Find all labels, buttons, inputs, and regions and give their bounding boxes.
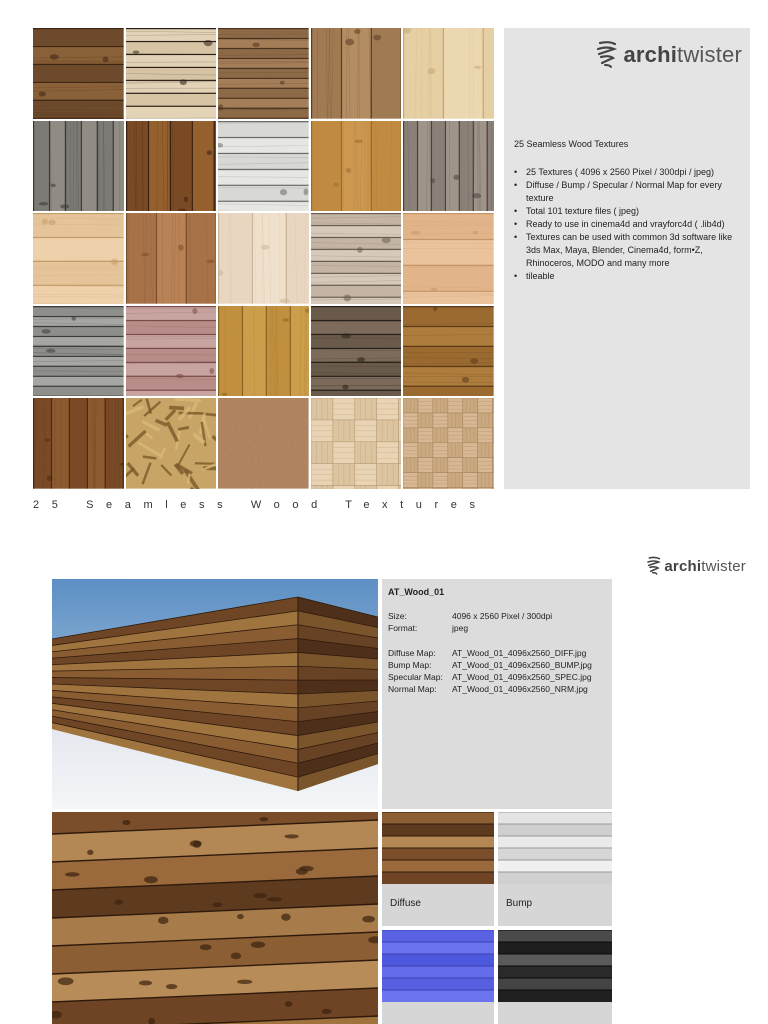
texture-thumbnail [218,398,309,489]
map-row [388,672,592,682]
twister-logo-icon [595,40,619,70]
render-closeup-image [52,812,378,1024]
texture-thumbnail [126,28,217,119]
texture-thumbnail [218,28,309,119]
texture-thumbnail [311,213,402,304]
map-label: Diffuse Map: [388,648,436,658]
bump-map-thumbnail [498,812,612,884]
map-label: Normal Map: [388,684,437,694]
brand-logo-small [646,556,746,576]
texture-thumbnail-grid [33,28,494,489]
feature-item: • Total 101 texture files ( jpeg) [514,205,742,218]
texture-thumbnail [33,398,124,489]
texture-thumbnail [126,398,217,489]
map-filename: AT_Wood_01_4096x2560_BUMP.jpg [452,660,592,670]
texture-thumbnail [403,121,494,212]
brand-name-part2: twister [677,42,742,67]
bump-caption: Bump [506,898,533,909]
map-label: Bump Map: [388,660,432,670]
bump-caption-box [498,884,612,926]
map-row [388,660,592,670]
texture-thumbnail [33,306,124,397]
texture-thumbnail [33,121,124,212]
render-3d-image [52,579,378,809]
brand-name [664,558,746,575]
twister-logo-icon [646,556,662,576]
product-info-panel [504,28,750,489]
map-filename: AT_Wood_01_4096x2560_DIFF.jpg [452,648,587,658]
texture-thumbnail [311,121,402,212]
feature-item: • tileable [514,270,742,283]
texture-thumbnail [403,398,494,489]
feature-item: • Ready to use in cinema4d and vrayforc4d ( .lib4d) [514,218,742,231]
texture-title: AT_Wood_01 [388,587,445,597]
texture-info-panel [382,579,612,809]
feature-item: • Textures can be used with common 3d software like 3ds Max, Maya, Blender, Cinema4d, form•Z, Rhinoceros, MODO and many more [514,231,742,270]
brand-name-part2: twister [701,557,746,575]
map-filename: AT_Wood_01_4096x2560_NRM.jpg [452,684,588,694]
feature-list [514,166,742,283]
product-heading: 25 Seamless Wood Textures [514,139,629,149]
specular-map-thumbnail [498,930,612,1002]
texture-thumbnail [126,213,217,304]
texture-thumbnail [126,306,217,397]
diffuse-caption-box [382,884,494,926]
format-value: jpeg [452,623,469,633]
diffuse-caption: Diffuse [390,898,421,909]
texture-thumbnail [311,398,402,489]
texture-thumbnail [311,28,402,119]
render-closeup [52,812,378,1024]
size-label: Size: [388,611,407,621]
texture-thumbnail [403,306,494,397]
format-row [388,623,468,633]
render-preview-3d [52,579,378,809]
normal-caption-box [382,1002,494,1024]
brand-logo [595,40,742,70]
texture-thumbnail [33,28,124,119]
map-row [388,648,586,658]
brand-name-part1: archi [664,557,702,575]
specular-caption-box [498,1002,612,1024]
brand-name-part1: archi [623,42,678,67]
size-row [388,611,552,621]
texture-thumbnail [33,213,124,304]
map-filename: AT_Wood_01_4096x2560_SPEC.jpg [452,672,592,682]
map-row [388,684,588,694]
texture-thumbnail [403,28,494,119]
texture-thumbnail [403,213,494,304]
diffuse-map-thumbnail [382,812,494,884]
texture-thumbnail [218,213,309,304]
map-label: Specular Map: [388,672,443,682]
page-caption: 25 Seamless Wood Textures [33,499,488,511]
size-value: 4096 x 2560 Pixel / 300dpi [452,611,553,621]
texture-thumbnail [218,306,309,397]
format-label: Format: [388,623,418,633]
brand-name [623,42,742,68]
feature-item: • 25 Textures ( 4096 x 2560 Pixel / 300dpi / jpeg) [514,166,742,179]
texture-thumbnail [126,121,217,212]
texture-thumbnail [218,121,309,212]
normal-map-thumbnail [382,930,494,1002]
texture-thumbnail [311,306,402,397]
feature-item: • Diffuse / Bump / Specular / Normal Map for every texture [514,179,742,205]
